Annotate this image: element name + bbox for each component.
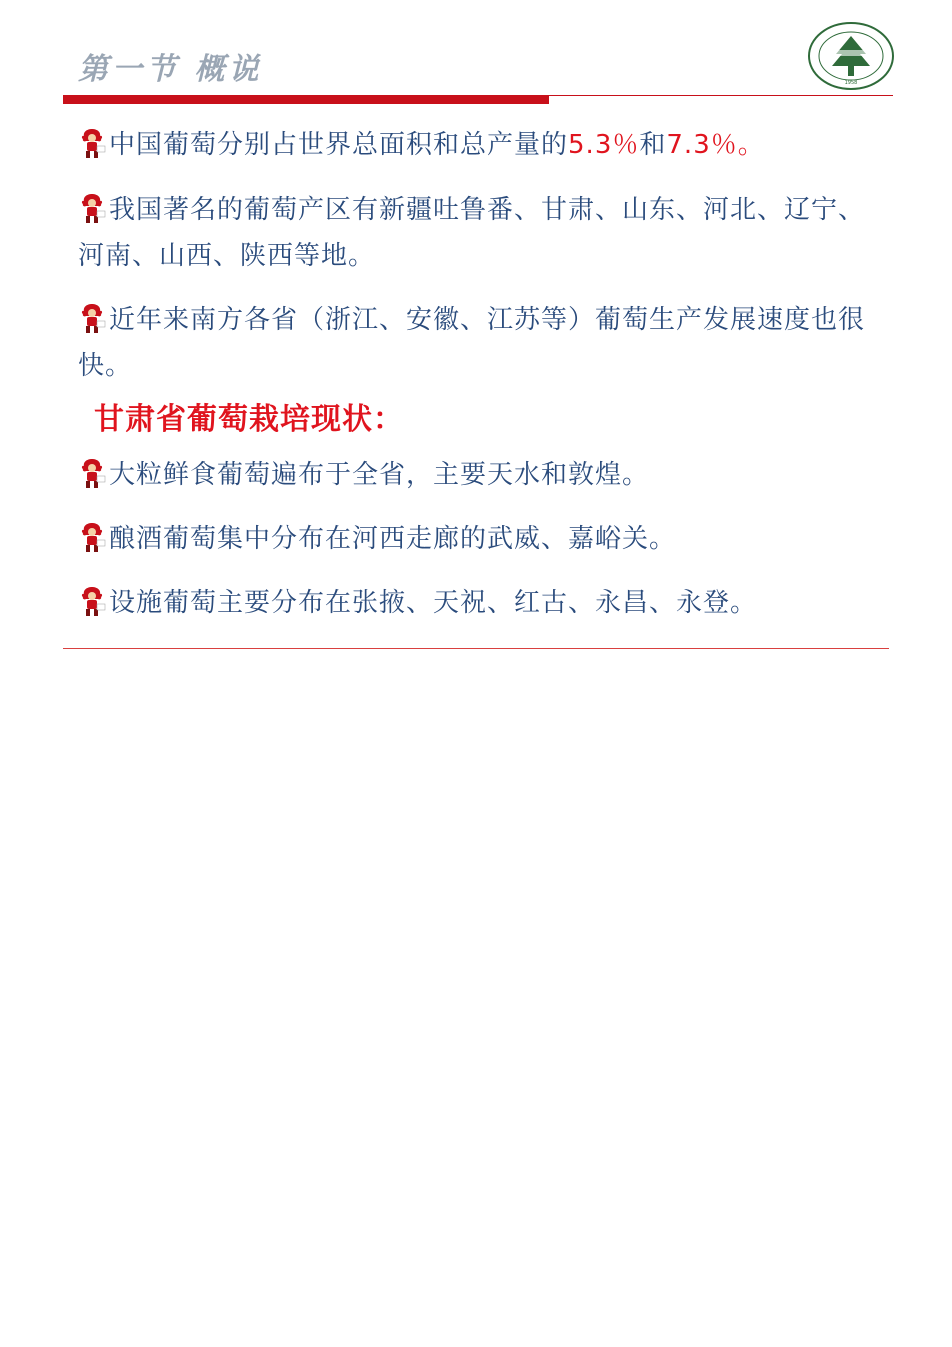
paragraph-text: 设施葡萄主要分布在张掖、天祝、红古、永昌、永登。	[109, 588, 758, 618]
paragraph-text: 酿酒葡萄集中分布在河西走廊的武威、嘉峪关。	[109, 524, 677, 554]
paragraph-text: 近年来南方各省（浙江、安徽、江苏等）葡萄生产发展速度也很快。	[78, 305, 866, 381]
paragraph-text: 我国著名的葡萄产区有新疆吐鲁番、甘肃、山东、河北、辽宁、河南、山西、陕西等地。	[78, 195, 866, 271]
mascot-icon	[78, 192, 106, 224]
mascot-icon	[78, 127, 106, 159]
mascot-icon	[78, 521, 106, 553]
gansu-item-table-grapes	[78, 452, 878, 498]
area-percentage: 5.3％	[568, 130, 640, 160]
paragraph-text: 和	[639, 130, 667, 160]
svg-text:1958: 1958	[844, 80, 858, 86]
mascot-icon	[78, 302, 106, 334]
paragraph-south-development	[78, 297, 878, 389]
paragraph-text: 中国葡萄分别占世界总面积和总产量的	[109, 130, 569, 160]
header-rule-thin	[549, 95, 893, 96]
university-logo	[806, 20, 896, 92]
footer-rule	[63, 648, 889, 649]
paragraph-text: 大粒鲜食葡萄遍布于全省，主要天水和敦煌。	[109, 460, 650, 490]
paragraph-regions	[78, 187, 878, 279]
header-rule-thick	[63, 95, 549, 104]
paragraph-area-share	[78, 122, 878, 168]
page-title: 第一节 概说	[78, 52, 263, 87]
mascot-icon	[78, 457, 106, 489]
gansu-item-wine-grapes	[78, 516, 878, 562]
paragraph-text: 。	[737, 130, 765, 160]
mascot-icon	[78, 585, 106, 617]
gansu-item-greenhouse-grapes	[78, 580, 878, 626]
gansu-subheading: 甘肃省葡萄栽培现状：	[94, 402, 404, 437]
output-percentage: 7.3％	[666, 130, 738, 160]
